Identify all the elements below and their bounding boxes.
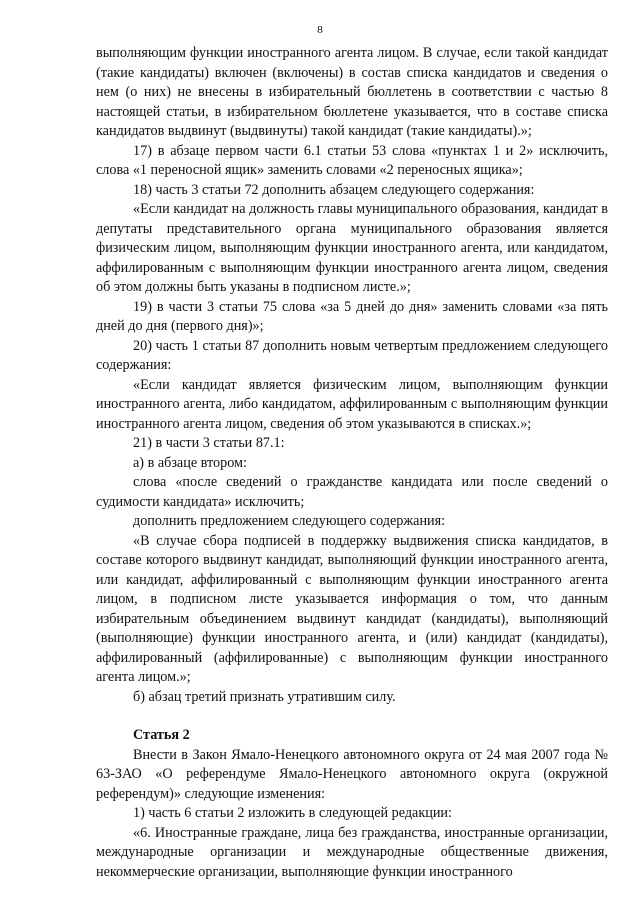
paragraph-item-21: 21) в части 3 статьи 87.1: bbox=[133, 435, 285, 451]
paragraph-add-sentence: дополнить предложением следующего содержания: bbox=[133, 513, 446, 529]
paragraph-article-2-intro: Внести в Закон Ямало-Ненецкого автономного округа от 24 мая 2007 года № 63-ЗАО «О референдуме Ямало-Ненецкого автономного округа (окружной референдум)» следующие изменения: bbox=[96, 746, 608, 802]
paragraph-item-17: 17) в абзаце первом части 6.1 статьи 53 слова «пунктах 1 и 2» исключить, слова «1 переносной ящик» заменить словами «2 переносных ящика»; bbox=[96, 142, 608, 178]
paragraph-item-18: 18) часть 3 статьи 72 дополнить абзацем следующего содержания: bbox=[133, 181, 535, 198]
paragraph-quote-21: «В случае сбора подписей в поддержку выдвижения списка кандидатов, в составе которого выдвинут кандидат, выполняющий функции иностранного агента, или кандидат, аффилированный с выполняющим функции иностранного агента лицом, в подписном листе указывается информация о том, что данным избирательным объединением выдвинут кандидат (кандидаты), выполняющий (выполняющие) функции иностранного агента, и (или) кандидат (кандидаты), аффилированный (аффилированные) с выполняющим функции иностранного агента лицом.»; bbox=[96, 532, 608, 685]
article-heading: Статья 2 bbox=[133, 727, 190, 743]
paragraph-article-2-quote: «6. Иностранные граждане, лица без гражданства, иностранные организации, международные организации и международные общественные движения, некоммерческие организации, выполняющие функции иностранного bbox=[96, 824, 608, 880]
paragraph-subitem-b: б) абзац третий признать утратившим силу. bbox=[133, 688, 396, 705]
paragraph-item-20: 20) часть 1 статьи 87 дополнить новым четвертым предложением следующего содержания: bbox=[96, 337, 608, 373]
paragraph-article-2-item-1: 1) часть 6 статьи 2 изложить в следующей редакции: bbox=[133, 805, 452, 821]
paragraph-subitem-a: а) в абзаце втором: bbox=[133, 454, 247, 471]
paragraph-item-19: 19) в части 3 статьи 75 слова «за 5 дней до дня» заменить словами «за пять дней до дня (первого дня)»; bbox=[96, 298, 608, 334]
paragraph-continuation: выполняющим функции иностранного агента лицом. В случае, если такой кандидат (такие кандидаты) включен (включены) в состав списка кандидатов и сведения о нем (о них) не внесены в избирательный бюллетень в соответствии с частью 8 настоящей статьи, в избирательном бюллетене указывается, что в составе списка кандидатов выдвинут (выдвинуты) такой кандидат (такие кандидаты).»; bbox=[96, 45, 608, 139]
paragraph-quote-20: «Если кандидат является физическим лицом, выполняющим функции иностранного агента, либо кандидатом, аффилированным с выполняющим функции иностранного агента лицом, сведения об этом указываются в списках.»; bbox=[96, 376, 608, 432]
page-number: 8 bbox=[317, 24, 323, 36]
paragraph-words-exclude: слова «после сведений о гражданстве кандидата или после сведений о судимости кандидата» исключить; bbox=[96, 474, 608, 510]
document-body bbox=[96, 44, 608, 882]
paragraph-quote-18: «Если кандидат на должность главы муниципального образования, кандидат в депутаты представительного органа муниципального образования является физическим лицом, выполняющим функции иностранного агента, или кандидатом, аффилированным с выполняющим функции иностранного агента лицом, сведения об этом должны быть указаны в подписном листе.»; bbox=[96, 201, 608, 295]
